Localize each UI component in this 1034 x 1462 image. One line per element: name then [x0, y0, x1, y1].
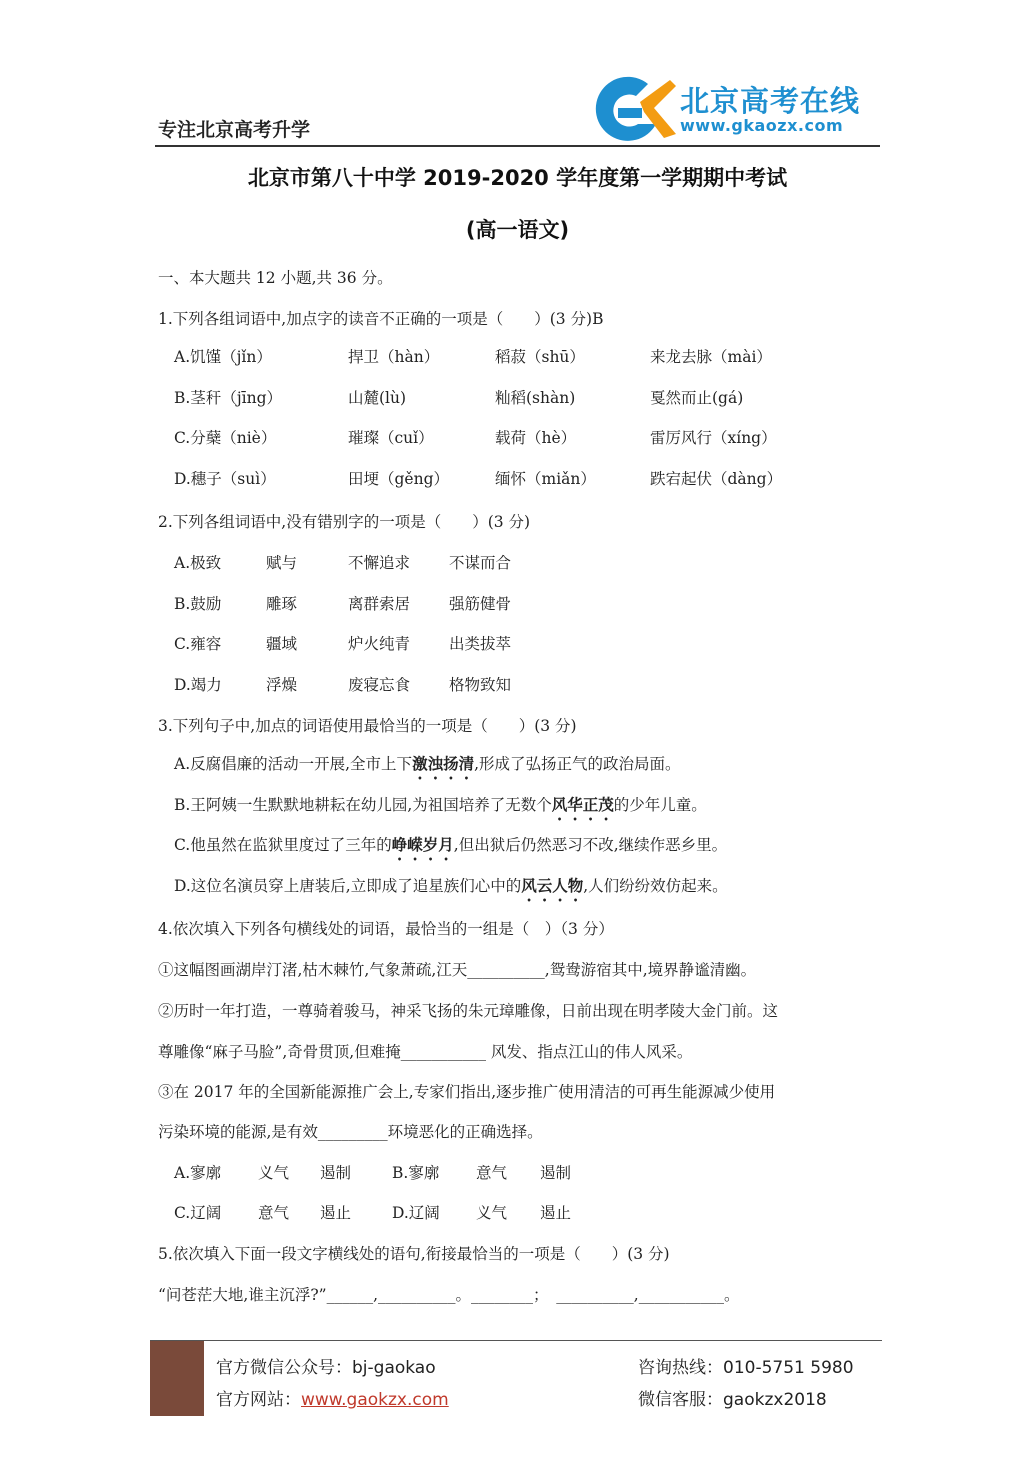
- footer-website: [216, 1385, 449, 1410]
- q1-b-1: B.茎秆（jīng）: [174, 389, 282, 407]
- q1-a-4: 来龙去脉（mài）: [650, 348, 772, 366]
- q4-a-3: 遏制: [320, 1164, 352, 1182]
- q2-c-4: 出类拔萃: [449, 635, 512, 653]
- q5-fill-line: “问苍茫大地,谁主沉浮?”______,__________。________； __________,___________。: [158, 1286, 740, 1304]
- q3-option-c: C.他虽然在监狱里度过了三年的峥嵘岁月,但出狱后仍然恶习不改,继续作恶乡里。: [174, 835, 728, 854]
- q1-c-1: C.分蘖（niè）: [174, 429, 277, 447]
- q2-stem: 2.下列各组词语中,没有错别字的一项是（ ）(3 分): [158, 513, 531, 531]
- gk-logo-icon: [578, 72, 678, 144]
- q2-d-1: D.竭力: [174, 676, 222, 694]
- q4-a-2: 义气: [258, 1164, 290, 1182]
- footer-website-link[interactable]: www.gaokzx.com: [301, 1390, 449, 1410]
- exam-subtitle: (高一语文): [465, 218, 570, 242]
- q1-stem: 1.下列各组词语中,加点字的读音不正确的一项是（ ）(3 分)B: [158, 310, 604, 328]
- q4-d-1: D.辽阔: [392, 1204, 440, 1222]
- q4-stem: 4.依次填入下列各句横线处的词语，最恰当的一组是（ ）（3 分）: [158, 920, 614, 938]
- q2-d-4: 格物致知: [449, 676, 512, 694]
- q1-a-1: A.饥馑（jǐn）: [174, 348, 272, 366]
- section-heading: 一、本大题共 12 小题,共 36 分。: [158, 269, 393, 287]
- q2-b-2: 雕琢: [266, 595, 298, 613]
- q3-stem: 3.下列句子中,加点的词语使用最恰当的一项是（ ）(3 分): [158, 717, 577, 735]
- q4-d-3: 遏止: [540, 1204, 572, 1222]
- q4-a-1: A.寥廓: [174, 1164, 222, 1182]
- q4-c-2: 意气: [258, 1204, 290, 1222]
- q2-b-4: 强筋健骨: [449, 595, 512, 613]
- q1-d-2: 田埂（gěng）: [348, 470, 450, 488]
- q2-d-2: 浮燥: [266, 676, 298, 694]
- q4-c-3: 遏止: [320, 1204, 352, 1222]
- q4-sentence-2b: 尊雕像“麻子马脸”,奇骨贯顶,但难掩___________ 风发、指点江山的伟人风采。: [158, 1043, 693, 1061]
- q1-a-3: 稻菽（shū）: [495, 348, 585, 366]
- q5-stem: 5.依次填入下面一段文字横线处的语句,衔接最恰当的一项是（ ）(3 分): [158, 1245, 670, 1263]
- q3-a-dotted-word: 激浊扬清: [412, 754, 475, 773]
- q3-d-dotted-word: 风云人物: [521, 876, 584, 895]
- q4-b-2: 意气: [476, 1164, 508, 1182]
- footer-color-block: [150, 1341, 204, 1416]
- q2-b-3: 离群索居: [348, 595, 411, 613]
- q2-c-3: 炉火纯青: [348, 635, 411, 653]
- footer-service: 微信客服：gaokzx2018: [638, 1390, 827, 1410]
- q2-c-1: C.雍容: [174, 635, 222, 653]
- header-divider: [155, 145, 880, 147]
- q3-option-b: B.王阿姨一生默默地耕耘在幼儿园,为祖国培养了无数个风华正茂的少年儿童。: [174, 795, 707, 814]
- q1-c-4: 雷厉风行（xíng）: [650, 429, 777, 447]
- q4-b-1: B.寥廓: [392, 1164, 440, 1182]
- q1-d-4: 跌宕起伏（dàng）: [650, 470, 783, 488]
- q3-option-d: D.这位名演员穿上唐装后,立即成了追星族们心中的风云人物,人们纷纷效仿起来。: [174, 876, 728, 895]
- q4-b-3: 遏制: [540, 1164, 572, 1182]
- q2-a-2: 赋与: [266, 554, 298, 572]
- q4-d-2: 义气: [476, 1204, 508, 1222]
- footer-hotline: 咨询热线：010-5751 5980: [638, 1358, 854, 1378]
- footer-website-label: 官方网站：: [216, 1390, 301, 1410]
- q2-b-1: B.鼓励: [174, 595, 222, 613]
- q4-sentence-3b: 污染环境的能源,是有效_________环境恶化的正确选择。: [158, 1123, 543, 1141]
- footer-divider: [150, 1340, 882, 1341]
- q1-d-1: D.穗子（suì）: [174, 470, 276, 488]
- q2-a-4: 不谋而合: [449, 554, 512, 572]
- q2-d-3: 废寝忘食: [348, 676, 411, 694]
- q2-a-3: 不懈追求: [348, 554, 411, 572]
- q3-b-dotted-word: 风华正茂: [551, 795, 614, 814]
- q3-option-a: A.反腐倡廉的活动一开展,全市上下激浊扬清,形成了弘扬正气的政治局面。: [174, 754, 681, 773]
- footer-wechat: 官方微信公众号：bj-gaokao: [216, 1358, 436, 1378]
- logo-url: www.gkaozx.com: [680, 116, 844, 135]
- q2-a-1: A.极致: [174, 554, 222, 572]
- q2-c-2: 疆域: [266, 635, 298, 653]
- q4-sentence-1: ①这幅图画湖岸汀渚,枯木棘竹,气象萧疏,江天__________,鸳鸯游宿其中,境界静谧清幽。: [158, 961, 757, 979]
- q4-c-1: C.辽阔: [174, 1204, 222, 1222]
- q1-b-4: 戛然而止(gá): [650, 389, 744, 407]
- logo-text: 北京高考在线: [680, 84, 861, 118]
- q1-b-2: 山麓(lù): [348, 389, 407, 407]
- q1-c-2: 璀璨（cuǐ）: [348, 429, 434, 447]
- q1-c-3: 载荷（hè）: [495, 429, 577, 447]
- q4-sentence-2a: ②历时一年打造，一尊骑着骏马，神采飞扬的朱元璋雕像，日前出现在明孝陵大金门前。这: [158, 1002, 779, 1020]
- q3-c-dotted-word: 峥嵘岁月: [391, 835, 454, 854]
- q1-a-2: 捍卫（hàn）: [348, 348, 440, 366]
- q1-d-3: 缅怀（miǎn）: [495, 470, 596, 488]
- header-tagline: 专注北京高考升学: [158, 119, 311, 141]
- exam-title: 北京市第八十中学 2019-2020 学年度第一学期期中考试: [247, 166, 788, 190]
- q4-sentence-3a: ③在 2017 年的全国新能源推广会上,专家们指出,逐步推广使用清洁的可再生能源减少使用: [158, 1083, 776, 1101]
- q1-b-3: 籼稻(shàn): [495, 389, 576, 407]
